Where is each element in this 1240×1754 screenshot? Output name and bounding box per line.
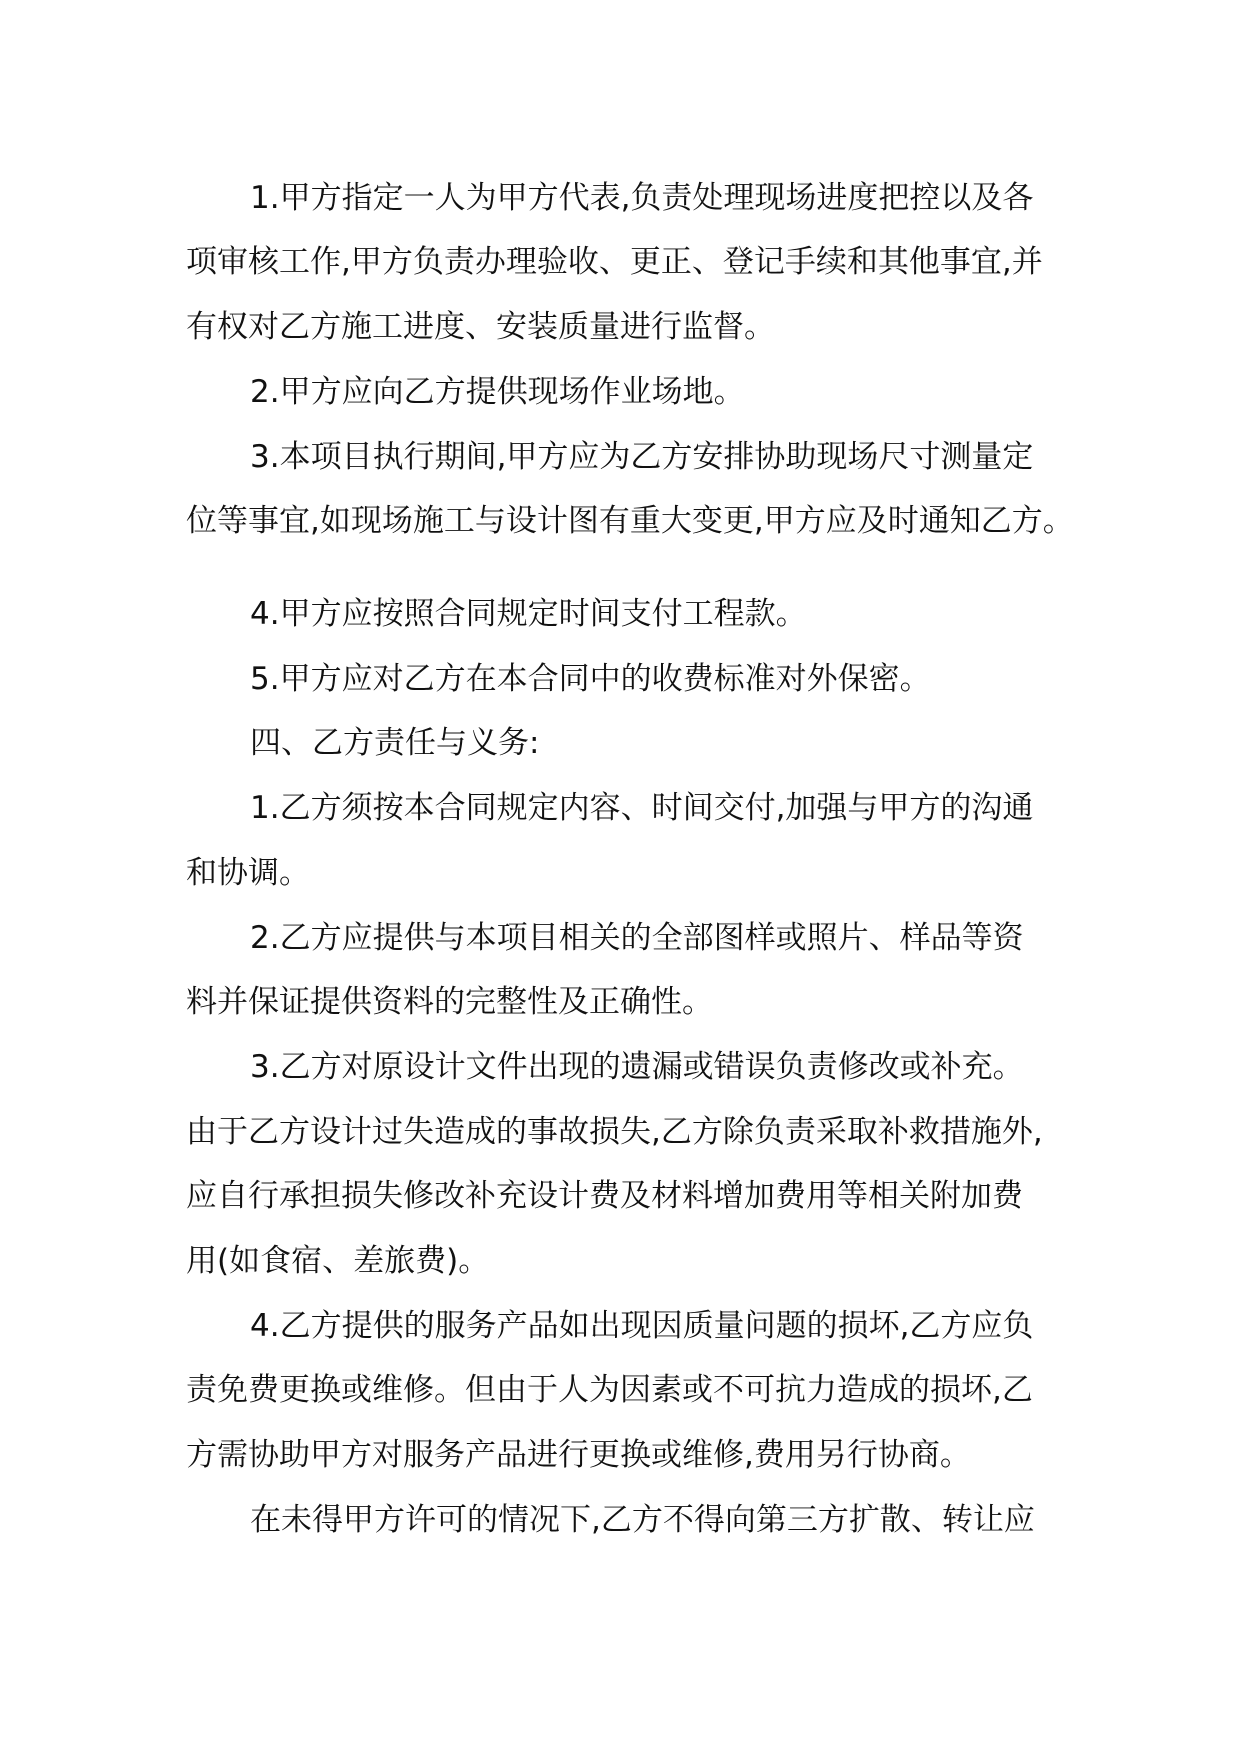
paragraph-9-line-1: 3.乙方对原设计文件出现的遗漏或错误负责修改或补充。 xyxy=(250,1049,1024,1085)
paragraph-1-line-3: 有权对乙方施工进度、安装质量进行监督。 xyxy=(186,309,775,345)
paragraph-3-line-1: 3.本项目执行期间,甲方应为乙方安排协助现场尺寸测量定 xyxy=(250,439,1034,475)
section-heading: 四、乙方责任与义务: xyxy=(250,725,540,761)
paragraph-8-line-1: 2.乙方应提供与本项目相关的全部图样或照片、样品等资 xyxy=(250,920,1024,956)
paragraph-8-line-2: 料并保证提供资料的完整性及正确性。 xyxy=(186,984,713,1020)
paragraph-1-line-1: 1.甲方指定一人为甲方代表,负责处理现场进度把控以及各 xyxy=(250,180,1034,216)
paragraph-3-line-2: 位等事宜,如现场施工与设计图有重大变更,甲方应及时通知乙方。 xyxy=(186,503,1074,539)
paragraph-9-line-4: 用(如食宿、差旅费)。 xyxy=(186,1243,490,1279)
paragraph-10-line-3: 方需协助甲方对服务产品进行更换或维修,费用另行协商。 xyxy=(186,1437,971,1473)
paragraph-5-line-1: 5.甲方应对乙方在本合同中的收费标准对外保密。 xyxy=(250,661,931,697)
paragraph-1-line-2: 项审核工作,甲方负责办理验收、更正、登记手续和其他事宜,并 xyxy=(186,244,1043,280)
paragraph-9-line-3: 应自行承担损失修改补充设计费及材料增加费用等相关附加费 xyxy=(186,1178,1023,1214)
paragraph-11-line-1: 在未得甲方许可的情况下,乙方不得向第三方扩散、转让应 xyxy=(250,1502,1035,1538)
paragraph-10-line-2: 责免费更换或维修。但由于人为因素或不可抗力造成的损坏,乙 xyxy=(186,1372,1033,1408)
paragraph-7-line-2: 和协调。 xyxy=(186,855,310,891)
paragraph-9-line-2: 由于乙方设计过失造成的事故损失,乙方除负责采取补救措施外, xyxy=(186,1114,1043,1150)
paragraph-10-line-1: 4.乙方提供的服务产品如出现因质量问题的损坏,乙方应负 xyxy=(250,1308,1034,1344)
paragraph-7-line-1: 1.乙方须按本合同规定内容、时间交付,加强与甲方的沟通 xyxy=(250,790,1034,826)
paragraph-4-line-1: 4.甲方应按照合同规定时间支付工程款。 xyxy=(250,596,807,632)
paragraph-2-line-1: 2.甲方应向乙方提供现场作业场地。 xyxy=(250,374,745,410)
